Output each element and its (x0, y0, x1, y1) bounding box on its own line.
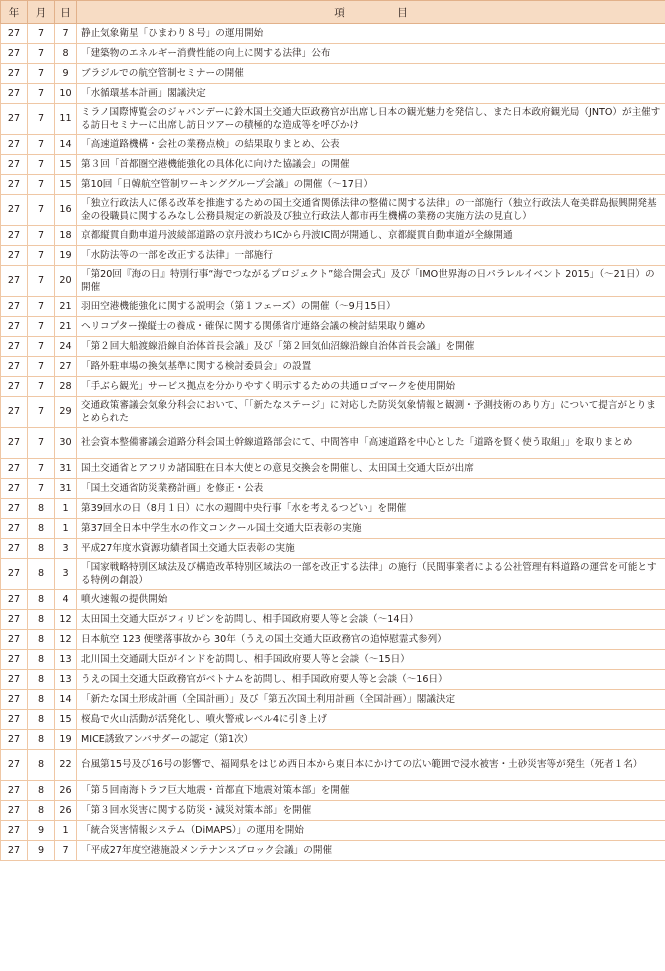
row-day: 13 (55, 670, 77, 690)
table-row (1, 246, 665, 266)
row-item: 「手ぶら観光」サービス拠点を分かりやすく明示するための共通ロゴマークを使用開始 (77, 377, 665, 397)
table-row (1, 590, 665, 610)
row-month: 8 (28, 590, 55, 610)
row-month: 7 (28, 44, 55, 64)
row-month: 7 (28, 135, 55, 155)
header-year: 年 (1, 1, 28, 24)
row-day: 21 (55, 317, 77, 337)
row-item: MICE誘致アンバサダーの認定（第1次） (77, 730, 665, 750)
row-month: 7 (28, 246, 55, 266)
row-day: 12 (55, 630, 77, 650)
row-year: 27 (1, 337, 28, 357)
table-row (1, 821, 665, 841)
row-month: 8 (28, 519, 55, 539)
row-year: 27 (1, 84, 28, 104)
row-month: 7 (28, 24, 55, 44)
row-year: 27 (1, 104, 28, 135)
row-day: 11 (55, 104, 77, 135)
row-year: 27 (1, 781, 28, 801)
table-row (1, 610, 665, 630)
row-year: 27 (1, 559, 28, 590)
row-month: 7 (28, 84, 55, 104)
table-row (1, 266, 665, 297)
row-day: 13 (55, 650, 77, 670)
row-year: 27 (1, 297, 28, 317)
row-month: 7 (28, 337, 55, 357)
row-year: 27 (1, 730, 28, 750)
row-year: 27 (1, 317, 28, 337)
row-day: 9 (55, 64, 77, 84)
row-item: 「高速道路機構・会社の業務点検」の結果取りまとめ、公表 (77, 135, 665, 155)
row-day: 8 (55, 44, 77, 64)
row-year: 27 (1, 44, 28, 64)
row-item: 「第20回『海の日』特別行事“海でつながるプロジェクト”総合開会式」及び「IMO世界海の日パラレルイベント 2015」（〜21日）の開催 (77, 266, 665, 297)
table-row (1, 650, 665, 670)
row-item: 「水循環基本計画」閣議決定 (77, 84, 665, 104)
row-item: 社会資本整備審議会道路分科会国土幹線道路部会にて、中間答申「高速道路を中心とした「道路を賢く使う取組」」を取りまとめ (77, 428, 665, 459)
row-day: 14 (55, 690, 77, 710)
row-year: 27 (1, 690, 28, 710)
table-row (1, 690, 665, 710)
row-day: 31 (55, 459, 77, 479)
table-row (1, 175, 665, 195)
row-month: 9 (28, 821, 55, 841)
row-day: 4 (55, 590, 77, 610)
table-row (1, 459, 665, 479)
row-item: ヘリコプター操縦士の養成・確保に関する関係省庁連絡会議の検討結果取り纏め (77, 317, 665, 337)
row-day: 30 (55, 428, 77, 459)
table-row (1, 377, 665, 397)
row-month: 9 (28, 841, 55, 861)
row-day: 19 (55, 730, 77, 750)
table-row (1, 226, 665, 246)
row-item: 第３回「首都圏空港機能強化の具体化に向けた協議会」の開催 (77, 155, 665, 175)
row-day: 7 (55, 24, 77, 44)
row-item: 北川国土交通副大臣がインドを訪問し、相手国政府要人等と会談（〜15日） (77, 650, 665, 670)
row-item: うえの国土交通大臣政務官がベトナムを訪問し、相手国政府要人等と会談（〜16日） (77, 670, 665, 690)
row-day: 31 (55, 479, 77, 499)
table-row (1, 337, 665, 357)
row-month: 7 (28, 175, 55, 195)
table-row (1, 64, 665, 84)
row-month: 8 (28, 559, 55, 590)
row-item: 「国家戦略特別区域法及び構造改革特別区域法の一部を改正する法律」の施行（民間事業者による公社管理有料道路の運営を可能とする特例の創設） (77, 559, 665, 590)
row-year: 27 (1, 821, 28, 841)
row-month: 7 (28, 104, 55, 135)
row-month: 7 (28, 266, 55, 297)
row-day: 27 (55, 357, 77, 377)
row-year: 27 (1, 750, 28, 781)
row-item: 「水防法等の一部を改正する法律」一部施行 (77, 246, 665, 266)
row-item: 国土交通省とアフリカ諸国駐在日本大使との意見交換会を開催し、太田国土交通大臣が出席 (77, 459, 665, 479)
row-day: 7 (55, 841, 77, 861)
row-month: 8 (28, 539, 55, 559)
table-row (1, 104, 665, 135)
row-month: 7 (28, 317, 55, 337)
row-item: 「第３回水災害に関する防災・減災対策本部」を開催 (77, 801, 665, 821)
row-year: 27 (1, 175, 28, 195)
table-row (1, 297, 665, 317)
table-row (1, 84, 665, 104)
row-item: 「統合災害情報システム（DiMAPS）」の運用を開始 (77, 821, 665, 841)
row-month: 8 (28, 610, 55, 630)
header-day: 日 (55, 1, 77, 24)
row-year: 27 (1, 266, 28, 297)
row-year: 27 (1, 499, 28, 519)
table-row (1, 841, 665, 861)
row-year: 27 (1, 650, 28, 670)
table-row (1, 801, 665, 821)
row-day: 18 (55, 226, 77, 246)
row-month: 8 (28, 730, 55, 750)
row-year: 27 (1, 195, 28, 226)
row-month: 7 (28, 357, 55, 377)
table-row (1, 630, 665, 650)
row-year: 27 (1, 590, 28, 610)
row-item: ブラジルでの航空管制セミナーの開催 (77, 64, 665, 84)
row-year: 27 (1, 246, 28, 266)
row-year: 27 (1, 479, 28, 499)
row-day: 12 (55, 610, 77, 630)
row-month: 7 (28, 377, 55, 397)
row-day: 29 (55, 397, 77, 428)
row-day: 28 (55, 377, 77, 397)
row-item: 平成27年度水資源功績者国土交通大臣表彰の実施 (77, 539, 665, 559)
table-row (1, 539, 665, 559)
row-item: 太田国土交通大臣がフィリピンを訪問し、相手国政府要人等と会談（〜14日） (77, 610, 665, 630)
row-year: 27 (1, 155, 28, 175)
row-year: 27 (1, 610, 28, 630)
row-month: 8 (28, 499, 55, 519)
table-row (1, 730, 665, 750)
row-day: 10 (55, 84, 77, 104)
row-item: 台風第15号及び16号の影響で、福岡県をはじめ西日本から東日本にかけての広い範囲で浸水被害・土砂災害等が発生（死者１名） (77, 750, 665, 781)
row-item: 日本航空 123 便墜落事故から 30年（うえの国土交通大臣政務官の追悼慰霊式参列） (77, 630, 665, 650)
row-day: 1 (55, 821, 77, 841)
table-row (1, 24, 665, 44)
row-item: 第10回「日韓航空管制ワーキンググループ会議」の開催（〜17日） (77, 175, 665, 195)
header-row (1, 1, 665, 24)
row-day: 22 (55, 750, 77, 781)
table-row (1, 428, 665, 459)
table-row (1, 195, 665, 226)
table-row (1, 710, 665, 730)
row-year: 27 (1, 841, 28, 861)
row-day: 26 (55, 801, 77, 821)
row-day: 3 (55, 559, 77, 590)
row-item: 「路外駐車場の換気基準に関する検討委員会」の設置 (77, 357, 665, 377)
table-row (1, 499, 665, 519)
row-month: 7 (28, 195, 55, 226)
table-row (1, 44, 665, 64)
table-row (1, 317, 665, 337)
row-year: 27 (1, 397, 28, 428)
row-month: 8 (28, 650, 55, 670)
row-day: 1 (55, 499, 77, 519)
row-month: 7 (28, 64, 55, 84)
row-item: 交通政策審議会気象分科会において、「「新たなステージ」に対応した防災気象情報と観測・予測技術のあり方」について提言がとりまとめられた (77, 397, 665, 428)
row-day: 26 (55, 781, 77, 801)
table-row (1, 135, 665, 155)
row-year: 27 (1, 459, 28, 479)
row-day: 20 (55, 266, 77, 297)
row-month: 7 (28, 397, 55, 428)
row-item: 「第２回大船渡線沿線自治体首長会議」及び「第２回気仙沼線沿線自治体首長会議」を開催 (77, 337, 665, 357)
row-month: 7 (28, 155, 55, 175)
row-year: 27 (1, 710, 28, 730)
row-month: 8 (28, 710, 55, 730)
table-row (1, 559, 665, 590)
row-day: 14 (55, 135, 77, 155)
table-row (1, 670, 665, 690)
row-day: 3 (55, 539, 77, 559)
row-month: 8 (28, 801, 55, 821)
row-month: 7 (28, 297, 55, 317)
row-year: 27 (1, 539, 28, 559)
row-month: 8 (28, 670, 55, 690)
row-item: 「平成27年度空港施設メンテナンスブロック会議」の開催 (77, 841, 665, 861)
row-year: 27 (1, 226, 28, 246)
row-year: 27 (1, 357, 28, 377)
row-year: 27 (1, 630, 28, 650)
row-year: 27 (1, 135, 28, 155)
header-month: 月 (28, 1, 55, 24)
row-item: 噴火速報の提供開始 (77, 590, 665, 610)
row-day: 1 (55, 519, 77, 539)
row-day: 16 (55, 195, 77, 226)
row-year: 27 (1, 670, 28, 690)
row-day: 15 (55, 155, 77, 175)
row-year: 27 (1, 801, 28, 821)
row-year: 27 (1, 24, 28, 44)
row-year: 27 (1, 428, 28, 459)
row-month: 7 (28, 479, 55, 499)
row-item: 「国土交通省防災業務計画」を修正・公表 (77, 479, 665, 499)
row-month: 8 (28, 690, 55, 710)
table-row (1, 781, 665, 801)
row-day: 15 (55, 710, 77, 730)
table-row (1, 397, 665, 428)
table-row (1, 519, 665, 539)
header-item: 項 目 (77, 1, 665, 24)
row-item: 「新たな国土形成計画（全国計画）」及び「第五次国土利用計画（全国計画）」閣議決定 (77, 690, 665, 710)
row-day: 15 (55, 175, 77, 195)
row-year: 27 (1, 519, 28, 539)
row-month: 7 (28, 459, 55, 479)
row-item: 「第５回南海トラフ巨大地震・首都直下地震対策本部」を開催 (77, 781, 665, 801)
table-row (1, 750, 665, 781)
row-month: 8 (28, 781, 55, 801)
row-year: 27 (1, 64, 28, 84)
row-month: 7 (28, 428, 55, 459)
table-row (1, 357, 665, 377)
row-item: ミラノ国際博覧会のジャパンデーに鈴木国土交通大臣政務官が出席し日本の観光魅力を発信し、また日本政府観光局（JNTO）が主催する訪日セミナーに出席し訪日ツアーの積極的な造成等を呼びかけ (77, 104, 665, 135)
row-item: 静止気象衛星「ひまわり８号」の運用開始 (77, 24, 665, 44)
row-item: 第37回全日本中学生水の作文コンクール国土交通大臣表彰の実施 (77, 519, 665, 539)
row-month: 8 (28, 750, 55, 781)
row-day: 24 (55, 337, 77, 357)
row-item: 桜島で火山活動が活発化し、噴火警戒レベル4に引き上げ (77, 710, 665, 730)
row-month: 8 (28, 630, 55, 650)
row-item: 「建築物のエネルギー消費性能の向上に関する法律」公布 (77, 44, 665, 64)
row-day: 21 (55, 297, 77, 317)
row-month: 7 (28, 226, 55, 246)
table-row (1, 479, 665, 499)
row-item: 羽田空港機能強化に関する説明会（第１フェーズ）の開催（〜9月15日） (77, 297, 665, 317)
table-row (1, 155, 665, 175)
row-day: 19 (55, 246, 77, 266)
row-item: 第39回水の日（8月１日）に水の週間中央行事「水を考えるつどい」を開催 (77, 499, 665, 519)
row-year: 27 (1, 377, 28, 397)
row-item: 「独立行政法人に係る改革を推進するための国土交通省関係法律の整備に関する法律」の一部施行（独立行政法人奄美群島振興開発基金の役職員に関するみなし公務員規定の新設及び独立行政法人都市再生機構の業務の実施方法の見直し） (77, 195, 665, 226)
row-item: 京都縦貫自動車道丹波綾部道路の京丹波わちICから丹波IC間が開通し、京都縦貫自動車道が全線開通 (77, 226, 665, 246)
